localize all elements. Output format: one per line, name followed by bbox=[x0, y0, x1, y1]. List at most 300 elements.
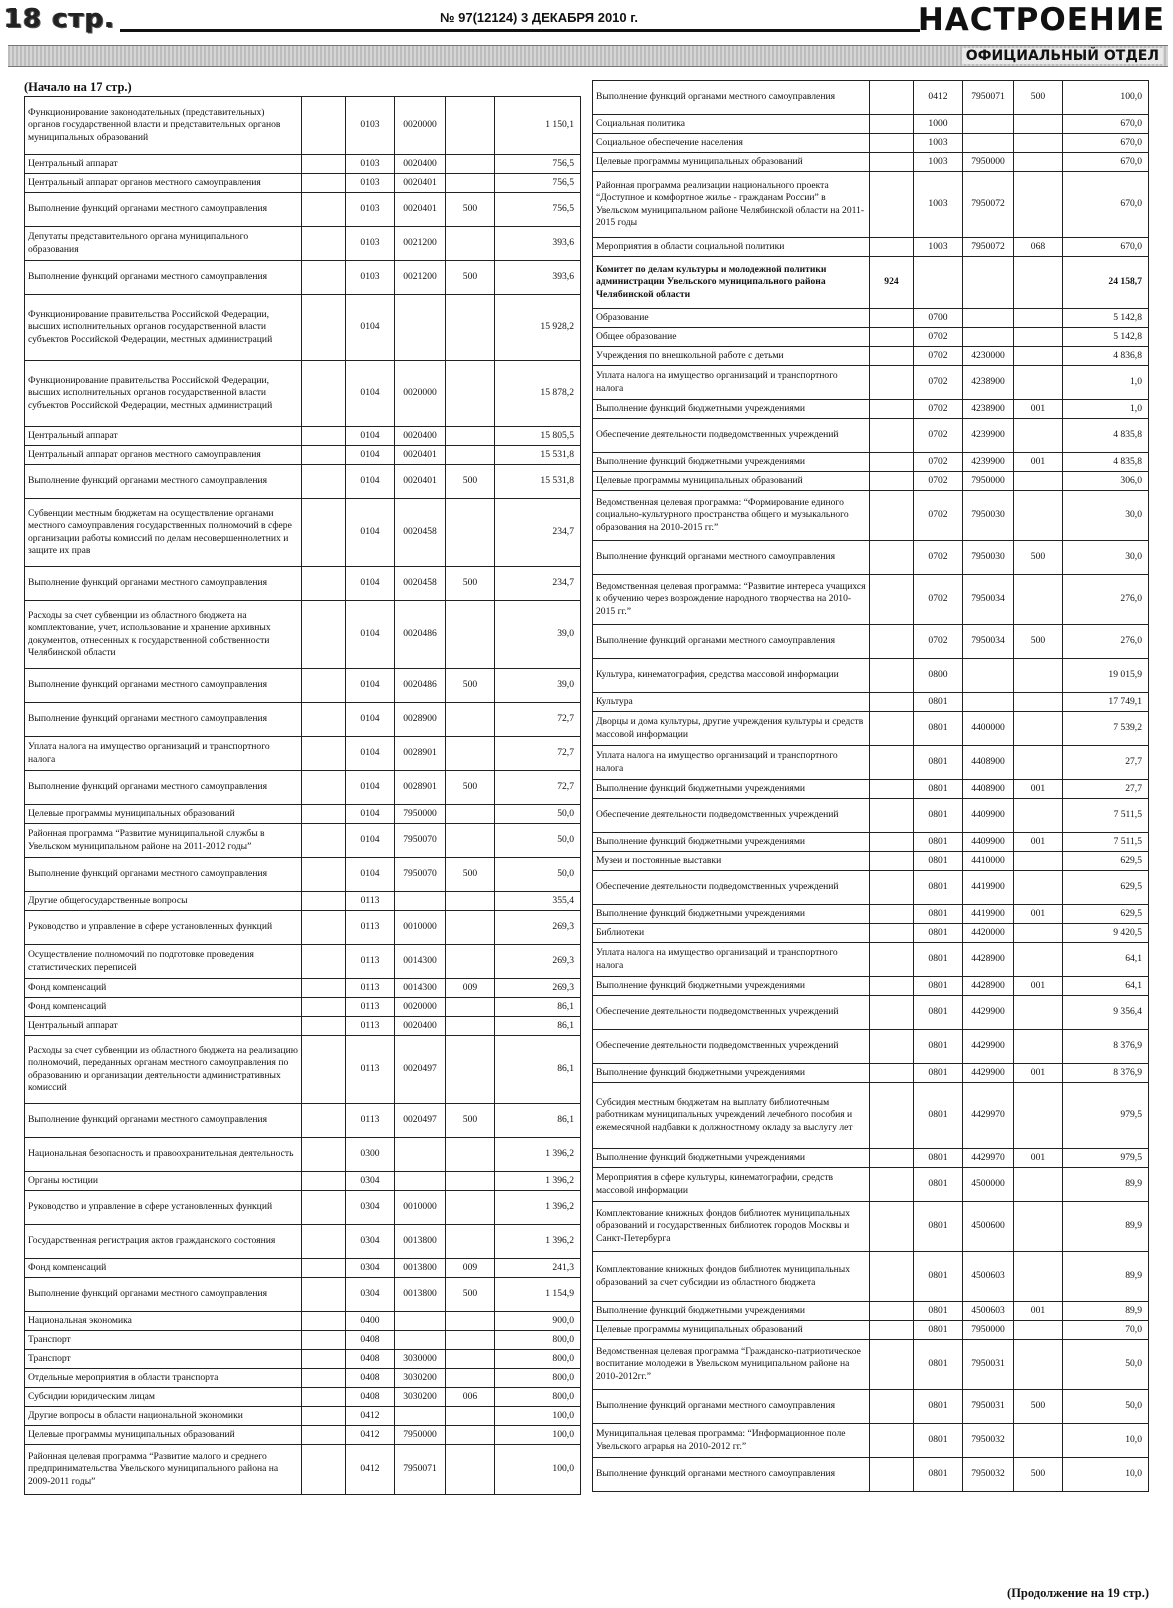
row-vr: 500 bbox=[446, 858, 495, 892]
row-razdel: 0801 bbox=[914, 924, 963, 943]
row-csr: 3030200 bbox=[395, 1369, 446, 1388]
row-name: Целевые программы муниципальных образований bbox=[25, 1426, 302, 1445]
row-razdel: 0801 bbox=[914, 1424, 963, 1458]
row-razdel: 0113 bbox=[346, 911, 395, 945]
row-razdel: 0702 bbox=[914, 328, 963, 347]
row-csr: 7950072 bbox=[963, 172, 1014, 238]
table-row bbox=[593, 1321, 1149, 1340]
row-ved bbox=[870, 712, 914, 746]
row-razdel: 0103 bbox=[346, 155, 395, 174]
row-name: Районная целевая программа “Развитие малого и среднего предпринимательства Увельского муниципального района на 2009-2011 годы” bbox=[25, 1445, 302, 1495]
row-razdel: 0801 bbox=[914, 943, 963, 977]
row-name: Выполнение функций органами местного самоуправления bbox=[25, 1278, 302, 1312]
row-csr bbox=[963, 134, 1014, 153]
row-ved bbox=[870, 328, 914, 347]
row-sum: 670,0 bbox=[1063, 153, 1149, 172]
row-vr bbox=[446, 1369, 495, 1388]
row-razdel: 0304 bbox=[346, 1191, 395, 1225]
row-sum: 7 511,5 bbox=[1063, 833, 1149, 852]
table-row bbox=[593, 924, 1149, 943]
table-row bbox=[25, 805, 581, 824]
row-csr: 7950031 bbox=[963, 1340, 1014, 1390]
row-csr: 4238900 bbox=[963, 400, 1014, 419]
row-csr bbox=[395, 1331, 446, 1350]
row-razdel: 0702 bbox=[914, 400, 963, 419]
row-razdel: 0702 bbox=[914, 453, 963, 472]
row-razdel: 0104 bbox=[346, 858, 395, 892]
row-csr: 0020486 bbox=[395, 601, 446, 669]
row-name: Дворцы и дома культуры, другие учреждения культуры и средств массовой информации bbox=[593, 712, 870, 746]
table-row bbox=[25, 1225, 581, 1259]
row-name: Органы юстиции bbox=[25, 1172, 302, 1191]
table-row bbox=[25, 1331, 581, 1350]
row-ved bbox=[870, 81, 914, 115]
row-csr: 0020000 bbox=[395, 361, 446, 427]
row-razdel: 0113 bbox=[346, 1036, 395, 1104]
row-razdel: 0801 bbox=[914, 1064, 963, 1083]
row-razdel: 0801 bbox=[914, 1202, 963, 1252]
table-row bbox=[593, 1168, 1149, 1202]
row-sum: 670,0 bbox=[1063, 238, 1149, 257]
table-row bbox=[593, 905, 1149, 924]
row-csr: 4500603 bbox=[963, 1252, 1014, 1302]
row-csr: 0020400 bbox=[395, 155, 446, 174]
row-ved bbox=[870, 1030, 914, 1064]
row-ved bbox=[870, 309, 914, 328]
row-ved bbox=[870, 172, 914, 238]
row-ved bbox=[302, 1259, 346, 1278]
row-ved bbox=[870, 575, 914, 625]
row-sum: 276,0 bbox=[1063, 625, 1149, 659]
row-name: Выполнение функций органами местного самоуправления bbox=[25, 261, 302, 295]
row-razdel: 0104 bbox=[346, 601, 395, 669]
row-name: Руководство и управление в сфере установленных функций bbox=[25, 911, 302, 945]
row-csr bbox=[395, 1407, 446, 1426]
row-vr bbox=[446, 1036, 495, 1104]
row-vr: 006 bbox=[446, 1388, 495, 1407]
row-ved bbox=[870, 924, 914, 943]
row-razdel: 0304 bbox=[346, 1225, 395, 1259]
row-sum: 1 396,2 bbox=[495, 1138, 581, 1172]
row-sum: 50,0 bbox=[1063, 1340, 1149, 1390]
row-ved bbox=[302, 805, 346, 824]
row-razdel: 0104 bbox=[346, 771, 395, 805]
row-ved bbox=[302, 227, 346, 261]
continued-on: (Продолжение на 19 стр.) bbox=[1007, 1586, 1149, 1600]
row-sum: 24 158,7 bbox=[1063, 257, 1149, 309]
row-ved bbox=[302, 945, 346, 979]
row-sum: 269,3 bbox=[495, 945, 581, 979]
row-sum: 27,7 bbox=[1063, 746, 1149, 780]
row-sum: 670,0 bbox=[1063, 115, 1149, 134]
table-row bbox=[593, 1064, 1149, 1083]
row-csr: 7950031 bbox=[963, 1390, 1014, 1424]
page-header bbox=[0, 0, 1173, 72]
row-csr bbox=[963, 115, 1014, 134]
row-vr bbox=[446, 1426, 495, 1445]
newspaper-masthead: НАСТРОЕНИЕ bbox=[917, 2, 1165, 38]
row-vr bbox=[446, 1312, 495, 1331]
row-vr: 068 bbox=[1014, 238, 1063, 257]
table-row bbox=[593, 453, 1149, 472]
row-csr: 0020401 bbox=[395, 174, 446, 193]
row-sum: 800,0 bbox=[495, 1369, 581, 1388]
row-ved bbox=[302, 261, 346, 295]
row-razdel: 1003 bbox=[914, 238, 963, 257]
row-razdel: 0801 bbox=[914, 1168, 963, 1202]
table-row bbox=[593, 1252, 1149, 1302]
row-name: Уплата налога на имущество организаций и транспортного налога bbox=[593, 746, 870, 780]
row-razdel: 0702 bbox=[914, 625, 963, 659]
row-csr: 0020458 bbox=[395, 567, 446, 601]
row-csr: 7950000 bbox=[963, 472, 1014, 491]
row-sum: 670,0 bbox=[1063, 134, 1149, 153]
row-csr: 4410000 bbox=[963, 852, 1014, 871]
row-name: Обеспечение деятельности подведомственных учреждений bbox=[593, 1030, 870, 1064]
table-row bbox=[25, 945, 581, 979]
table-row bbox=[593, 977, 1149, 996]
row-razdel: 0801 bbox=[914, 1083, 963, 1149]
row-ved bbox=[302, 858, 346, 892]
row-sum: 15 928,2 bbox=[495, 295, 581, 361]
table-row bbox=[593, 833, 1149, 852]
row-name: Центральный аппарат органов местного самоуправления bbox=[25, 446, 302, 465]
row-csr: 7950034 bbox=[963, 575, 1014, 625]
row-razdel: 0801 bbox=[914, 1302, 963, 1321]
row-vr bbox=[1014, 852, 1063, 871]
table-row bbox=[25, 193, 581, 227]
row-sum: 86,1 bbox=[495, 1104, 581, 1138]
row-ved bbox=[302, 998, 346, 1017]
row-ved bbox=[302, 174, 346, 193]
row-ved bbox=[302, 193, 346, 227]
row-csr: 4409900 bbox=[963, 833, 1014, 852]
row-vr: 500 bbox=[1014, 81, 1063, 115]
row-csr: 4230000 bbox=[963, 347, 1014, 366]
row-vr: 001 bbox=[1014, 780, 1063, 799]
row-csr bbox=[963, 659, 1014, 693]
table-row bbox=[25, 1312, 581, 1331]
row-name: Руководство и управление в сфере установленных функций bbox=[25, 1191, 302, 1225]
row-ved bbox=[870, 905, 914, 924]
row-sum: 39,0 bbox=[495, 601, 581, 669]
row-vr bbox=[1014, 1083, 1063, 1149]
row-name: Уплата налога на имущество организаций и транспортного налога bbox=[593, 366, 870, 400]
row-razdel: 0801 bbox=[914, 1340, 963, 1390]
table-row bbox=[593, 328, 1149, 347]
row-csr: 4428900 bbox=[963, 943, 1014, 977]
row-ved bbox=[870, 115, 914, 134]
row-ved bbox=[870, 472, 914, 491]
table-row bbox=[25, 1445, 581, 1495]
row-razdel: 0801 bbox=[914, 977, 963, 996]
row-razdel: 0304 bbox=[346, 1172, 395, 1191]
table-row bbox=[25, 174, 581, 193]
row-sum: 19 015,9 bbox=[1063, 659, 1149, 693]
row-razdel: 1003 bbox=[914, 153, 963, 172]
row-ved bbox=[302, 1036, 346, 1104]
row-sum: 70,0 bbox=[1063, 1321, 1149, 1340]
table-row bbox=[593, 309, 1149, 328]
row-name: Ведомственная целевая программа: “Развитие интереса учащихся к обучению через возрождение народного творчества на 2010-2015 гг.” bbox=[593, 575, 870, 625]
row-name: Центральный аппарат bbox=[25, 155, 302, 174]
row-vr bbox=[446, 805, 495, 824]
row-vr: 001 bbox=[1014, 1149, 1063, 1168]
row-csr: 4408900 bbox=[963, 780, 1014, 799]
row-sum: 1,0 bbox=[1063, 400, 1149, 419]
row-razdel: 0400 bbox=[346, 1312, 395, 1331]
table-row bbox=[25, 771, 581, 805]
row-csr: 0010000 bbox=[395, 911, 446, 945]
row-razdel: 0113 bbox=[346, 945, 395, 979]
row-name: Учреждения по внешкольной работе с детьми bbox=[593, 347, 870, 366]
budget-table-left bbox=[24, 96, 581, 1495]
row-name: Национальная экономика bbox=[25, 1312, 302, 1331]
row-ved bbox=[302, 1407, 346, 1426]
row-name: Функционирование правительства Российской Федерации, высших исполнительных органов государственной власти субъектов Российской Федерации, местных администраций bbox=[25, 295, 302, 361]
row-vr bbox=[1014, 115, 1063, 134]
row-ved bbox=[302, 1017, 346, 1036]
table-row bbox=[593, 419, 1149, 453]
row-razdel: 0801 bbox=[914, 1321, 963, 1340]
row-ved bbox=[870, 871, 914, 905]
row-razdel: 0801 bbox=[914, 1390, 963, 1424]
row-ved bbox=[302, 1191, 346, 1225]
row-csr: 7950000 bbox=[395, 805, 446, 824]
row-razdel: 0103 bbox=[346, 227, 395, 261]
row-csr: 7950070 bbox=[395, 824, 446, 858]
row-sum: 234,7 bbox=[495, 567, 581, 601]
row-name: Выполнение функций органами местного самоуправления bbox=[25, 465, 302, 499]
table-row bbox=[25, 446, 581, 465]
row-name: Районная программа реализации национального проекта “Доступное и комфортное жилье - гражданам России” в Увельском муниципальном районе Челябинской области на 2011-2015 годы bbox=[593, 172, 870, 238]
row-vr bbox=[446, 911, 495, 945]
row-ved bbox=[870, 491, 914, 541]
row-ved bbox=[870, 833, 914, 852]
row-razdel: 0104 bbox=[346, 669, 395, 703]
row-sum: 5 142,8 bbox=[1063, 309, 1149, 328]
row-name: Функционирование законодательных (представительных) органов государственной власти и представительных органов муниципальных образований bbox=[25, 97, 302, 155]
table-row bbox=[593, 366, 1149, 400]
row-vr: 001 bbox=[1014, 833, 1063, 852]
row-razdel: 0103 bbox=[346, 174, 395, 193]
row-razdel: 0801 bbox=[914, 799, 963, 833]
row-vr bbox=[446, 892, 495, 911]
row-sum: 241,3 bbox=[495, 1259, 581, 1278]
row-sum: 306,0 bbox=[1063, 472, 1149, 491]
row-razdel: 0408 bbox=[346, 1331, 395, 1350]
row-sum: 15 531,8 bbox=[495, 446, 581, 465]
row-csr bbox=[395, 295, 446, 361]
row-vr bbox=[446, 446, 495, 465]
row-razdel: 0702 bbox=[914, 347, 963, 366]
row-ved bbox=[302, 737, 346, 771]
row-razdel: 0801 bbox=[914, 780, 963, 799]
right-column bbox=[592, 80, 1148, 1492]
row-razdel: 0113 bbox=[346, 979, 395, 998]
row-sum: 756,5 bbox=[495, 193, 581, 227]
row-csr bbox=[963, 257, 1014, 309]
row-razdel: 1003 bbox=[914, 172, 963, 238]
row-name: Выполнение функций бюджетными учреждениями bbox=[593, 905, 870, 924]
row-vr bbox=[1014, 153, 1063, 172]
row-csr: 0020000 bbox=[395, 97, 446, 155]
row-csr: 0020400 bbox=[395, 1017, 446, 1036]
row-name: Районная программа “Развитие муниципальной службы в Увельском муниципальном районе на 2011-2012 годы” bbox=[25, 824, 302, 858]
row-sum: 100,0 bbox=[495, 1407, 581, 1426]
row-name: Центральный аппарат bbox=[25, 1017, 302, 1036]
row-razdel: 0408 bbox=[346, 1369, 395, 1388]
table-row bbox=[593, 1340, 1149, 1390]
table-row bbox=[593, 1149, 1149, 1168]
row-sum: 17 749,1 bbox=[1063, 693, 1149, 712]
row-vr bbox=[1014, 328, 1063, 347]
row-ved bbox=[870, 419, 914, 453]
row-name: Транспорт bbox=[25, 1350, 302, 1369]
table-row bbox=[593, 575, 1149, 625]
row-name: Культура, кинематография, средства массовой информации bbox=[593, 659, 870, 693]
row-name: Выполнение функций органами местного самоуправления bbox=[25, 1104, 302, 1138]
row-sum: 50,0 bbox=[495, 805, 581, 824]
row-sum: 670,0 bbox=[1063, 172, 1149, 238]
table-row bbox=[25, 1278, 581, 1312]
row-vr bbox=[1014, 419, 1063, 453]
row-razdel: 0412 bbox=[346, 1407, 395, 1426]
row-csr bbox=[963, 309, 1014, 328]
row-name: Уплата налога на имущество организаций и транспортного налога bbox=[593, 943, 870, 977]
row-csr: 0021200 bbox=[395, 227, 446, 261]
row-sum: 4 835,8 bbox=[1063, 453, 1149, 472]
row-vr: 001 bbox=[1014, 905, 1063, 924]
row-razdel: 0412 bbox=[346, 1426, 395, 1445]
row-razdel: 0104 bbox=[346, 499, 395, 567]
row-ved bbox=[302, 1388, 346, 1407]
table-row bbox=[25, 361, 581, 427]
row-vr bbox=[446, 1191, 495, 1225]
row-name: Уплата налога на имущество организаций и транспортного налога bbox=[25, 737, 302, 771]
row-name: Другие общегосударственные вопросы bbox=[25, 892, 302, 911]
row-sum: 900,0 bbox=[495, 1312, 581, 1331]
row-vr bbox=[446, 998, 495, 1017]
row-vr: 500 bbox=[446, 1278, 495, 1312]
row-vr bbox=[446, 499, 495, 567]
row-name: Выполнение функций органами местного самоуправления bbox=[25, 567, 302, 601]
row-razdel: 0702 bbox=[914, 472, 963, 491]
row-sum: 64,1 bbox=[1063, 943, 1149, 977]
row-name: Выполнение функций бюджетными учреждениями bbox=[593, 833, 870, 852]
row-csr: 4500000 bbox=[963, 1168, 1014, 1202]
row-name: Национальная безопасность и правоохранительная деятельность bbox=[25, 1138, 302, 1172]
row-ved bbox=[870, 1168, 914, 1202]
row-name: Выполнение функций органами местного самоуправления bbox=[25, 858, 302, 892]
row-name: Культура bbox=[593, 693, 870, 712]
row-name: Целевые программы муниципальных образований bbox=[593, 472, 870, 491]
table-row bbox=[25, 824, 581, 858]
row-csr: 4239900 bbox=[963, 419, 1014, 453]
row-csr: 4400000 bbox=[963, 712, 1014, 746]
row-ved bbox=[302, 1445, 346, 1495]
row-csr: 4419900 bbox=[963, 905, 1014, 924]
row-vr bbox=[446, 427, 495, 446]
row-ved bbox=[870, 1340, 914, 1390]
table-row bbox=[25, 1138, 581, 1172]
row-ved bbox=[302, 669, 346, 703]
row-ved bbox=[302, 97, 346, 155]
row-razdel: 0702 bbox=[914, 491, 963, 541]
table-row bbox=[593, 1390, 1149, 1424]
row-razdel: 0300 bbox=[346, 1138, 395, 1172]
row-razdel: 0304 bbox=[346, 1259, 395, 1278]
row-ved bbox=[302, 446, 346, 465]
row-sum: 800,0 bbox=[495, 1350, 581, 1369]
row-sum: 7 511,5 bbox=[1063, 799, 1149, 833]
row-ved: 924 bbox=[870, 257, 914, 309]
row-sum: 89,9 bbox=[1063, 1168, 1149, 1202]
table-row bbox=[25, 1172, 581, 1191]
row-razdel: 0801 bbox=[914, 871, 963, 905]
row-ved bbox=[302, 295, 346, 361]
row-ved bbox=[870, 1390, 914, 1424]
row-csr: 0014300 bbox=[395, 979, 446, 998]
row-vr bbox=[1014, 693, 1063, 712]
row-razdel: 0104 bbox=[346, 427, 395, 446]
row-sum: 39,0 bbox=[495, 669, 581, 703]
row-ved bbox=[870, 1302, 914, 1321]
row-sum: 629,5 bbox=[1063, 871, 1149, 905]
row-csr: 3030200 bbox=[395, 1388, 446, 1407]
row-name: Выполнение функций органами местного самоуправления bbox=[25, 771, 302, 805]
table-row bbox=[25, 465, 581, 499]
row-razdel: 0103 bbox=[346, 193, 395, 227]
row-sum: 269,3 bbox=[495, 911, 581, 945]
row-csr bbox=[395, 1138, 446, 1172]
row-name: Субвенции местным бюджетам на осуществление органами местного самоуправления государственных полномочий в сфере организации работы комиссий по делам несовершеннолетних и защите их прав bbox=[25, 499, 302, 567]
row-razdel bbox=[914, 257, 963, 309]
row-sum: 100,0 bbox=[495, 1445, 581, 1495]
table-row bbox=[593, 172, 1149, 238]
row-ved bbox=[302, 427, 346, 446]
row-csr: 0028901 bbox=[395, 737, 446, 771]
row-name: Центральный аппарат органов местного самоуправления bbox=[25, 174, 302, 193]
row-name: Расходы за счет субвенции из областного бюджета на комплектование, учет, использование и хранение архивных документов, отнесенных к государственной собственности Челябинской области bbox=[25, 601, 302, 669]
row-csr: 0020000 bbox=[395, 998, 446, 1017]
row-csr: 4500603 bbox=[963, 1302, 1014, 1321]
table-row bbox=[593, 712, 1149, 746]
table-row bbox=[25, 567, 581, 601]
row-name: Музеи и постоянные выставки bbox=[593, 852, 870, 871]
row-vr bbox=[1014, 799, 1063, 833]
row-ved bbox=[870, 799, 914, 833]
row-csr: 7950030 bbox=[963, 491, 1014, 541]
row-ved bbox=[302, 1172, 346, 1191]
row-razdel: 0801 bbox=[914, 1458, 963, 1492]
table-row bbox=[593, 347, 1149, 366]
row-ved bbox=[870, 625, 914, 659]
row-csr: 0028901 bbox=[395, 771, 446, 805]
row-vr bbox=[446, 97, 495, 155]
row-razdel: 0702 bbox=[914, 541, 963, 575]
row-razdel: 0104 bbox=[346, 295, 395, 361]
row-sum: 50,0 bbox=[495, 858, 581, 892]
table-row bbox=[593, 400, 1149, 419]
row-ved bbox=[302, 911, 346, 945]
row-vr bbox=[1014, 943, 1063, 977]
row-csr bbox=[395, 892, 446, 911]
header-rule bbox=[120, 29, 920, 32]
row-sum: 50,0 bbox=[1063, 1390, 1149, 1424]
row-name: Выполнение функций бюджетными учреждениями bbox=[593, 453, 870, 472]
row-ved bbox=[302, 465, 346, 499]
